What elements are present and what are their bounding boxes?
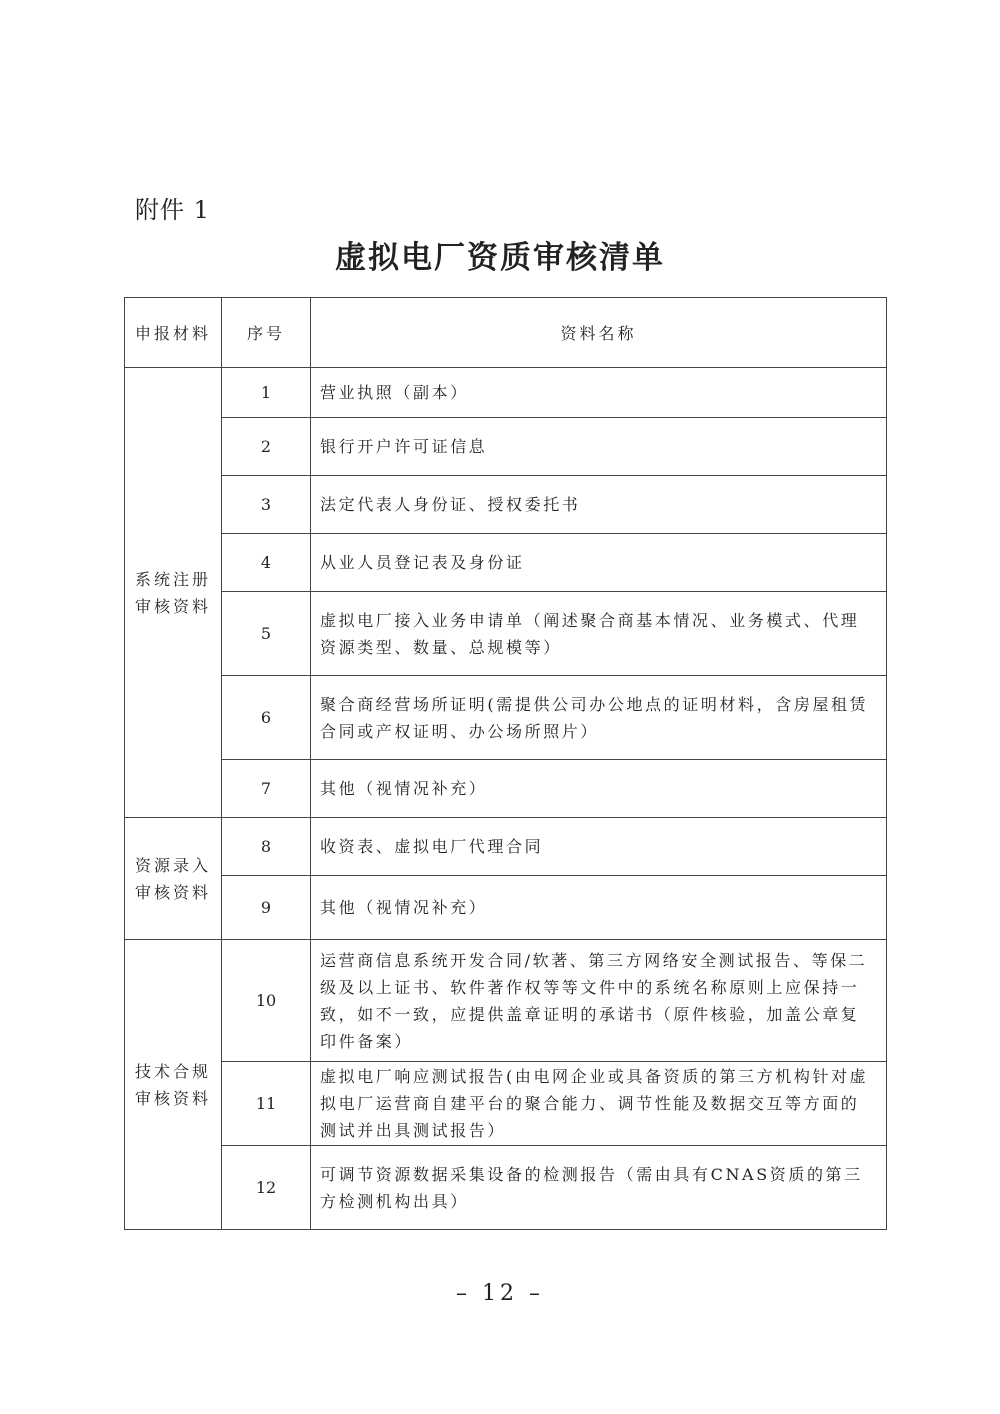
row-number: 10 bbox=[222, 940, 311, 1062]
table-row bbox=[125, 676, 887, 760]
row-doc-name: 虚拟电厂响应测试报告(由电网企业或具备资质的第三方机构针对虚拟电厂运营商自建平台的聚合能力、调节性能及数据交互等方面的测试并出具测试报告） bbox=[311, 1062, 887, 1146]
category-cell bbox=[125, 818, 222, 940]
row-number: 8 bbox=[222, 818, 311, 876]
table-row bbox=[125, 368, 887, 418]
header-number: 序号 bbox=[222, 298, 311, 368]
row-doc-name: 其他（视情况补充） bbox=[311, 760, 887, 818]
table-row bbox=[125, 876, 887, 940]
category-label: 技术合规 审核资料 bbox=[134, 1061, 211, 1108]
table-row bbox=[125, 476, 887, 534]
qualification-table bbox=[124, 297, 887, 1230]
table-row bbox=[125, 1146, 887, 1230]
table-row bbox=[125, 940, 887, 1062]
row-doc-name: 可调节资源数据采集设备的检测报告（需由具有CNAS资质的第三方检测机构出具） bbox=[311, 1146, 887, 1230]
document-title: 虚拟电厂资质审核清单 bbox=[335, 240, 665, 276]
row-number: 12 bbox=[222, 1146, 311, 1230]
row-number: 2 bbox=[222, 418, 311, 476]
row-doc-name: 收资表、虚拟电厂代理合同 bbox=[311, 818, 887, 876]
row-number: 4 bbox=[222, 534, 311, 592]
row-doc-name: 银行开户许可证信息 bbox=[311, 418, 887, 476]
row-doc-name: 聚合商经营场所证明(需提供公司办公地点的证明材料，含房屋租赁合同或产权证明、办公场所照片） bbox=[311, 676, 887, 760]
row-number: 6 bbox=[222, 676, 311, 760]
table-row bbox=[125, 534, 887, 592]
header-doc-name: 资料名称 bbox=[311, 298, 887, 368]
row-number: 9 bbox=[222, 876, 311, 940]
row-doc-name: 其他（视情况补充） bbox=[311, 876, 887, 940]
table-row bbox=[125, 418, 887, 476]
category-label: 系统注册 审核资料 bbox=[134, 569, 211, 616]
row-number: 5 bbox=[222, 592, 311, 676]
header-category: 申报材料 bbox=[125, 298, 222, 368]
row-number: 3 bbox=[222, 476, 311, 534]
table-header-row bbox=[125, 298, 887, 368]
table-row bbox=[125, 592, 887, 676]
row-doc-name: 虚拟电厂接入业务申请单（阐述聚合商基本情况、业务模式、代理资源类型、数量、总规模等） bbox=[311, 592, 887, 676]
row-doc-name: 法定代表人身份证、授权委托书 bbox=[311, 476, 887, 534]
row-doc-name: 营业执照（副本） bbox=[311, 368, 887, 418]
row-number: 11 bbox=[222, 1062, 311, 1146]
category-cell bbox=[125, 368, 222, 818]
table-row bbox=[125, 1062, 887, 1146]
row-doc-name: 运营商信息系统开发合同/软著、第三方网络安全测试报告、等保二级及以上证书、软件著作权等等文件中的系统名称原则上应保持一致，如不一致，应提供盖章证明的承诺书（原件核验，加盖公章复印件备案） bbox=[311, 940, 887, 1062]
row-number: 1 bbox=[222, 368, 311, 418]
annex-label: 附件 1 bbox=[135, 196, 210, 224]
table-row bbox=[125, 818, 887, 876]
row-doc-name: 从业人员登记表及身份证 bbox=[311, 534, 887, 592]
row-number: 7 bbox=[222, 760, 311, 818]
category-label: 资源录入 审核资料 bbox=[134, 855, 211, 902]
category-cell bbox=[125, 940, 222, 1230]
page-number: – 12 – bbox=[456, 1281, 544, 1306]
table-row bbox=[125, 760, 887, 818]
